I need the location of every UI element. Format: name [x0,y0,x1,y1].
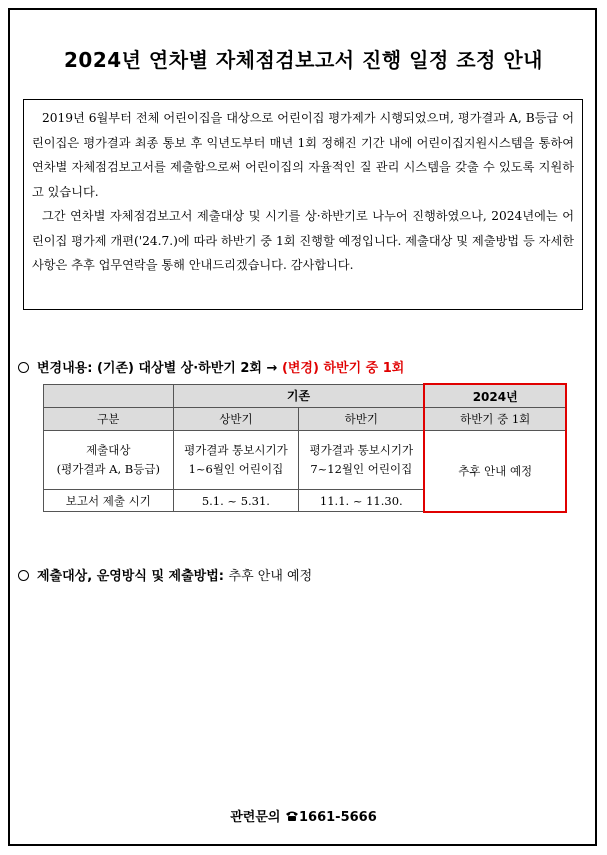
change-label: 변경내용: (기존) 대상별 상·하반기 2회 → [37,361,278,376]
notice-paragraph-1: 2019년 6월부터 전체 어린이집을 대상으로 어린이집 평가제가 시행되었으며, 평가결과 A, B등급 어린이집은 평가결과 최종 통보 후 익년도부터 매년 1회 정해진 기간 내에 어린이집지원시스템을 통하여 연차별 자체점검보고서를 제출함으로써 어린이집의 자율적인 질 관리 시스템을 갖출 수 있도록 지원하고 있습니다. [32,111,574,199]
change-new-value: (변경) 하반기 중 1회 [281,361,405,376]
row-target-label [44,431,174,490]
row-target-first-half [173,431,299,490]
first-half-line2: 1~6월인 어린이집 [188,462,284,476]
circle-bullet-icon [18,362,29,373]
page-title: 2024년 연차별 자체점검보고서 진행 일정 조정 안내 [63,48,544,72]
first-half-line1: 평가결과 통보시기가 [184,443,288,457]
row-submit-second-half: 11.1. ~ 11.30. [299,490,425,512]
notice-box [23,99,583,310]
second-half-line2: 7~12월인 어린이집 [310,462,413,476]
header-existing: 기존 [173,384,424,408]
row-submit-first-half: 5.1. ~ 5.31. [173,490,299,512]
contact-footer [0,806,607,825]
row-submit-label: 보고서 제출 시기 [44,490,174,512]
change-item [18,357,404,376]
submission-item [18,565,312,584]
row-target-label-line2: (평가결과 A, B등급) [56,462,160,476]
header-2024: 2024년 [424,384,566,408]
phone-icon [285,810,299,822]
row-target-label-line1: 제출대상 [86,443,131,457]
schedule-table [43,383,567,513]
row-2024-value: 추후 안내 예정 [424,431,566,512]
row-target-second-half [299,431,425,490]
notice-paragraph-2: 그간 연차별 자체점검보고서 제출대상 및 시기를 상·하반기로 나누어 진행하였으나, 2024년에는 어린이집 평가제 개편('24.7.)에 따라 하반기 중 1회 진행할 예정입니다. 제출대상 및 제출방법 등 자세한 사항은 추후 업무연락을 통해 안내드리겠습니다. 감사합니다. [32,209,574,272]
second-half-line1: 평가결과 통보시기가 [309,443,414,457]
contact-phone: 1661-5666 [299,810,377,825]
header-category: 구분 [44,408,174,431]
submission-value: 추후 안내 예정 [228,569,313,584]
submission-label: 제출대상, 운영방식 및 제출방법: [37,569,224,584]
header-first-half: 상반기 [173,408,299,431]
header-second-half: 하반기 [299,408,425,431]
table-corner-cell [44,384,174,408]
circle-bullet-icon [18,570,29,581]
contact-label: 관련문의 [230,810,281,825]
header-2024-period: 하반기 중 1회 [424,408,566,431]
